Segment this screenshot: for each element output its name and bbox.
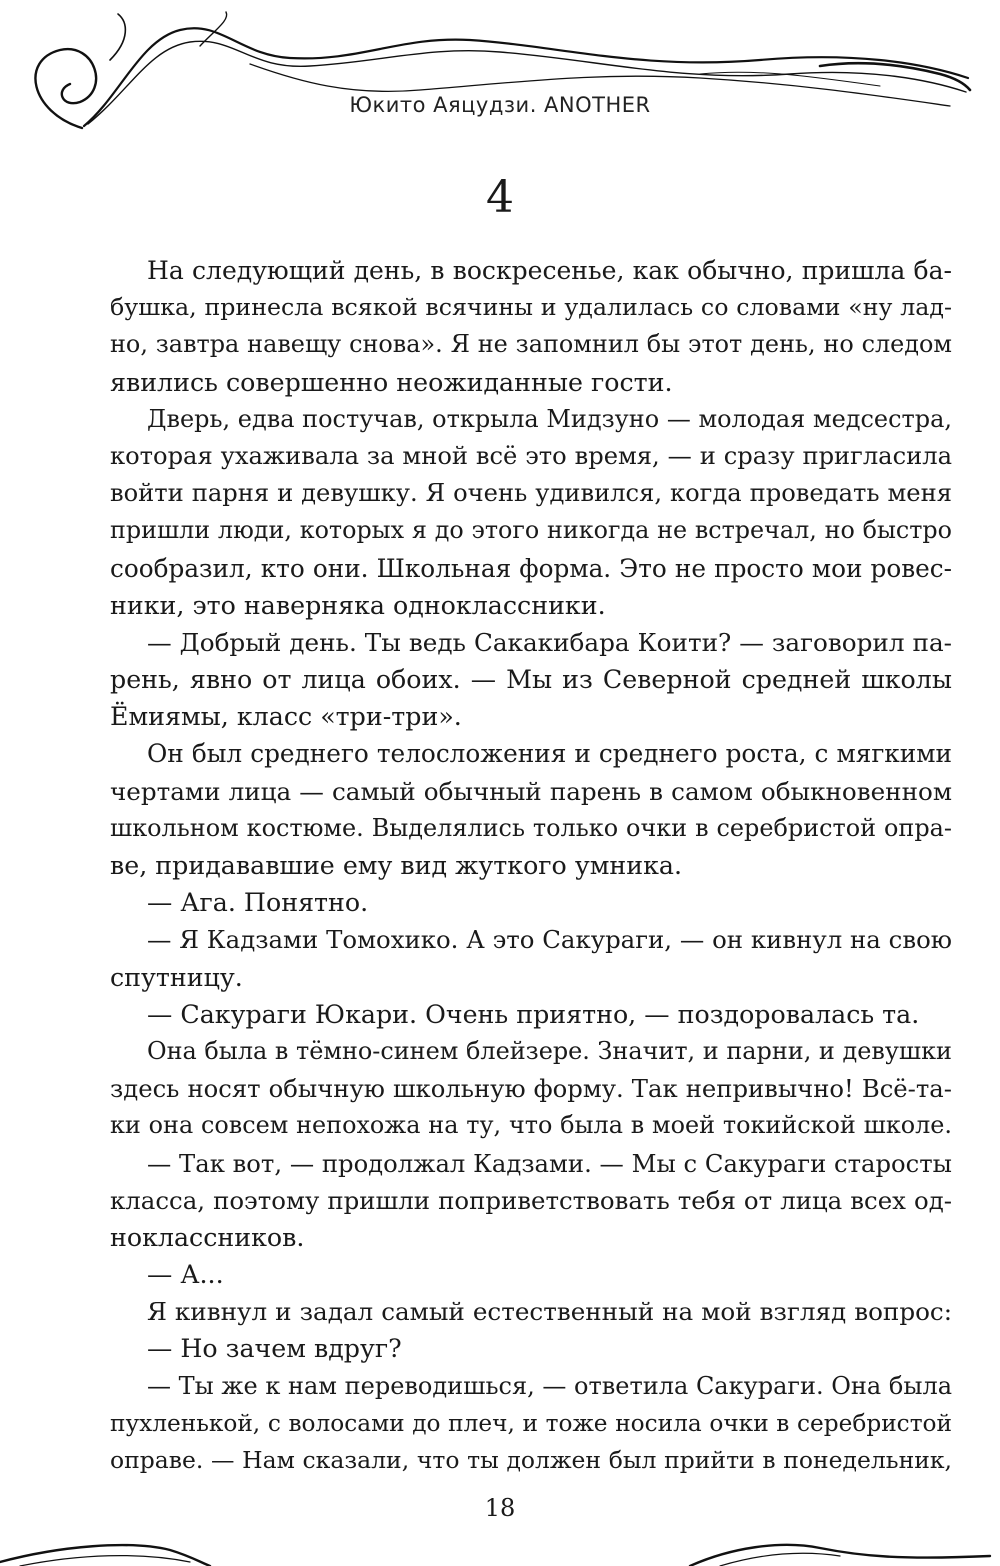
text-line: Она была в тёмно-синем блейзере. Значит, и парни, и девушки (147, 1036, 952, 1065)
text-line: — Но зачем вдруг? (147, 1334, 402, 1364)
text-line: Ёмиямы, класс «три-три». (110, 702, 462, 732)
text-line: ники, это наверняка одноклассники. (110, 590, 606, 620)
text-line: здесь носят обычную школьную форму. Так непривычно! Всё-та- (110, 1074, 952, 1104)
text-line: бушка, принесла всякой всячины и удалилась со словами «ну лад- (110, 293, 952, 322)
text-line: Он был среднего телосложения и среднего роста, с мягкими (147, 739, 952, 769)
text-line: сообразил, кто они. Школьная форма. Это не просто мои ровес- (110, 553, 952, 583)
text-line: — А... (147, 1260, 224, 1290)
swirl-ornament-top-icon (0, 0, 1000, 140)
swirl-ornament-bottom-icon (0, 1526, 1000, 1566)
text-line: — Ты же к нам переводишься, — ответила Сакураги. Она была (147, 1371, 952, 1400)
text-line: но, завтра навещу снова». Я не запомнил бы этот день, но следом (110, 330, 952, 359)
body-text (110, 252, 952, 1479)
text-line: ве, придававшие ему вид жуткого умника. (110, 851, 683, 880)
running-head-title: Юкито Аяцудзи. ANOTHER (349, 93, 651, 117)
text-line: ноклассников. (110, 1222, 305, 1252)
text-line: школьном костюме. Выделялись только очки в серебристой опра- (110, 813, 952, 842)
text-line: явились совершенно неожиданные гости. (110, 367, 673, 397)
text-line: — Так вот, — продолжал Кадзами. — Мы с Сакураги старосты (147, 1148, 952, 1178)
text-line: Дверь, едва постучав, открыла Мидзуно — молодая медсестра, (147, 404, 952, 433)
text-line: пришли люди, которых я до этого никогда не встречал, но быстро (110, 516, 952, 545)
text-line: спутницу. (110, 962, 243, 992)
text-line: рень, явно от лица обоих. — Мы из Северной средней школы (110, 665, 952, 695)
text-line: — Добрый день. Ты ведь Сакакибара Коити? — заговорил па- (147, 627, 952, 657)
text-line: класса, поэтому пришли поприветствовать тебя от лица всех од- (110, 1185, 952, 1215)
chapter-number: 4 (486, 172, 514, 223)
text-line: — Ага. Понятно. (147, 888, 369, 918)
text-line: оправе. — Нам сказали, что ты должен был прийти в понедельник, (110, 1446, 952, 1474)
text-line: пухленькой, с волосами до плеч, и тоже носила очки в серебристой (110, 1409, 952, 1437)
text-line: На следующий день, в воскресенье, как обычно, пришла ба- (147, 256, 952, 285)
text-line: ки она совсем непохожа на ту, что была в моей токийской школе. (110, 1111, 952, 1140)
text-line: чертами лица — самый обычный парень в самом обыкновенном (110, 776, 952, 806)
text-line: которая ухаживала за мной всё это время, — и сразу пригласила (110, 441, 952, 470)
text-line: — Сакураги Юкари. Очень приятно, — поздоровалась та. (147, 999, 920, 1029)
text-line: — Я Кадзами Томохико. А это Сакураги, — он кивнул на свою (147, 925, 952, 955)
text-line: войти парня и девушку. Я очень удивился, когда проведать меня (110, 479, 952, 508)
text-line: Я кивнул и задал самый естественный на мой взгляд вопрос: (147, 1297, 952, 1327)
page-number: 18 (484, 1494, 516, 1522)
